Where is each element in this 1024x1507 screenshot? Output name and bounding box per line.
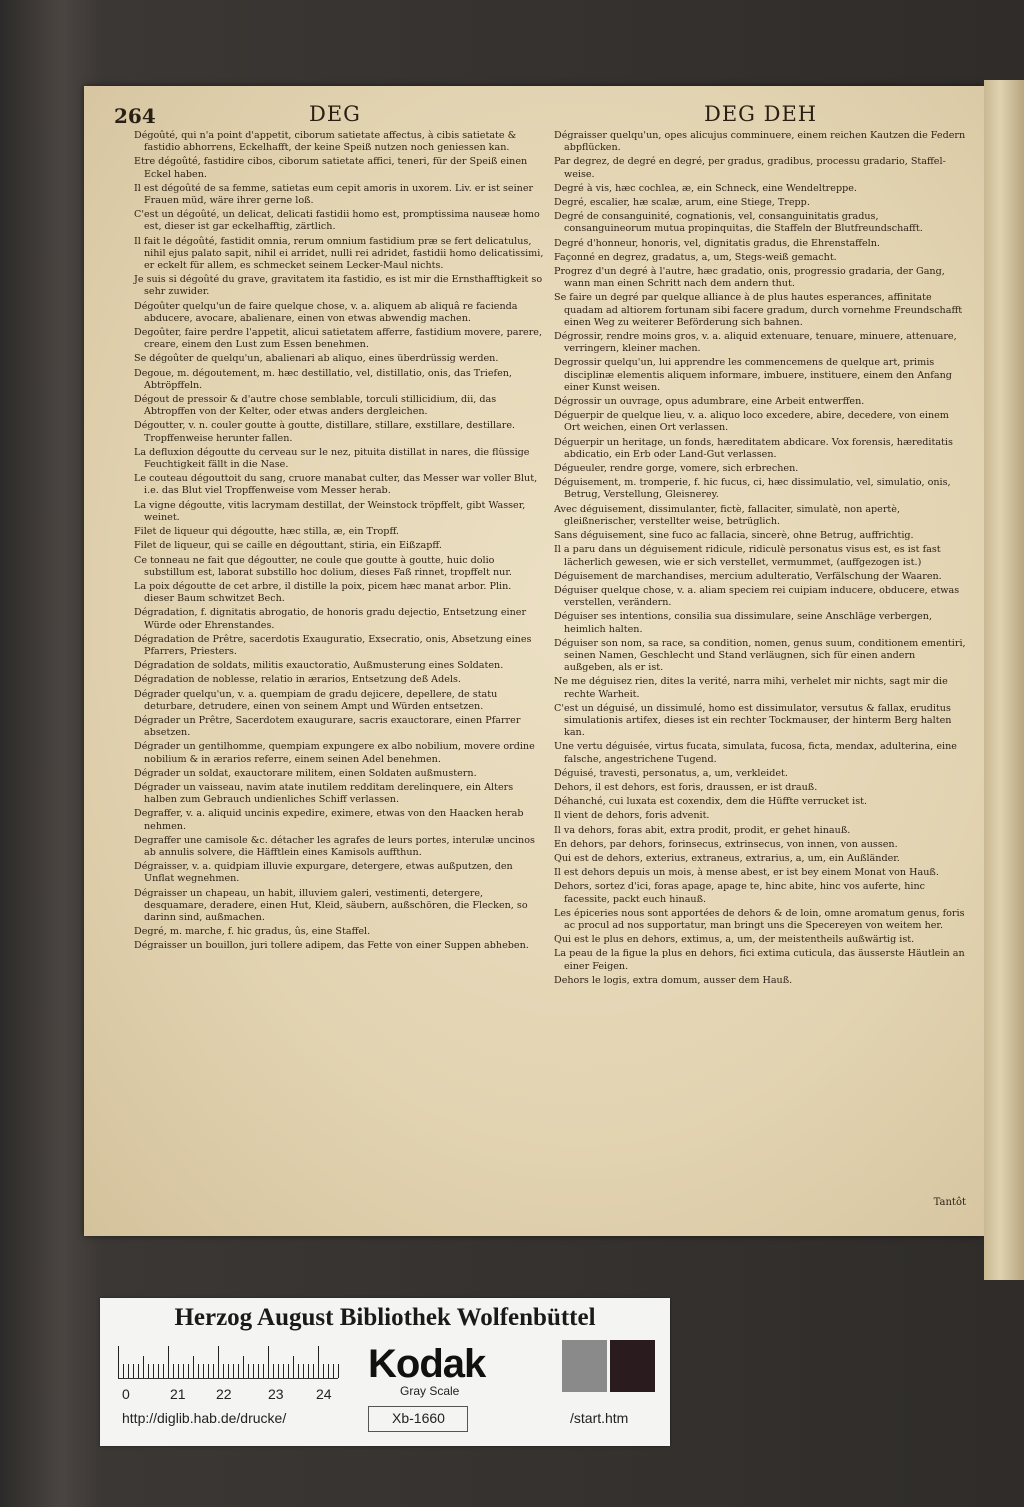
dictionary-entry: Se faire un degré par quelque alliance à de plus hautes esperances, affinitate quadam ad altiorem fortunam sibi facere gradum, durch vornehme Freundschafft einen Weg zu weiterer Beförderung sich bahnen.	[554, 292, 963, 328]
dictionary-entry: Dégrossir un ouvrage, opus adumbrare, eine Arbeit entwerffen.	[554, 396, 865, 408]
dictionary-entry: Par degrez, de degré en degré, per gradus, gradibus, processu gradario, Staffel-weise.	[554, 156, 946, 180]
ruler-tick	[143, 1356, 144, 1378]
ruler-tick	[308, 1364, 309, 1378]
dictionary-entry: Déguisement, m. tromperie, f. hic fucus, ci, hæc dissimulatio, vel, simulatio, onis, Betrug, Verstellung, Gleisnerey.	[554, 477, 951, 501]
dictionary-entry: La peau de la figue la plus en dehors, fici extima cuticula, das äusserste Häutlein an einer Feigen.	[554, 948, 965, 972]
dictionary-entry: Déguiser son nom, sa race, sa condition, nomen, genus suum, conditionem ementiri, seinen Namen, Geschlecht und Stand verläugnen, sich für einen andern außgeben, als er ist.	[554, 637, 966, 674]
dictionary-entry: Filet de liqueur qui dégoutte, hæc stilla, æ, ein Tropff.	[134, 526, 399, 538]
dictionary-entry: Filet de liqueur, qui se caille en dégouttant, stiria, ein Eißzapff.	[134, 540, 442, 552]
dictionary-entry: Déguerpir un heritage, un fonds, hæreditatem abdicare. Vox forensis, hæreditatis abdicatio, ein Erb oder Land-Gut verlassen.	[554, 436, 953, 460]
dictionary-entry: Façonné en degrez, gradatus, a, um, Stegs-weiß gemacht.	[554, 251, 837, 263]
kodak-logo: Kodak	[368, 1342, 486, 1386]
url-suffix: /start.htm	[570, 1410, 629, 1426]
ruler-label-21: 21	[170, 1386, 186, 1402]
ruler-label-22: 22	[216, 1386, 232, 1402]
ruler-tick	[138, 1364, 139, 1378]
dictionary-entry: Se dégoûter de quelqu'un, abalienari ab aliquo, eines überdrüssig werden.	[134, 353, 499, 365]
ruler-tick	[288, 1364, 289, 1378]
ruler-label-23: 23	[268, 1386, 284, 1402]
ruler-tick	[303, 1364, 304, 1378]
ruler-tick	[118, 1346, 119, 1378]
dictionary-entry: Il va dehors, foras abit, extra prodit, prodit, er gehet hinauß.	[554, 824, 851, 836]
left-column	[134, 130, 544, 955]
dark-swatch	[610, 1340, 655, 1392]
ruler-tick	[328, 1364, 329, 1378]
dictionary-entry: Dehors le logis, extra domum, ausser dem Hauß.	[554, 974, 793, 986]
dictionary-entry: Avec déguisement, dissimulanter, fictè, fallaciter, simulatè, non apertè, gleißnerischer, verstellter weise, betrüglich.	[554, 503, 901, 527]
dictionary-entry: Il vient de dehors, foris advenit.	[554, 810, 710, 822]
dictionary-entry: Dehors, il est dehors, est foris, draussen, er ist drauß.	[554, 781, 818, 793]
ruler-tick	[133, 1364, 134, 1378]
ruler-tick	[278, 1364, 279, 1378]
dictionary-entry: Dégradation, f. dignitatis abrogatio, de honoris gradu dejectio, Entsetzung einer Würde oder Ehrenstandes.	[134, 607, 527, 631]
dictionary-entry: Il fait le dégoûté, fastidit omnia, rerum omnium fastidium præ se fert delicatulus, nihil ejus palato sapit, nihil ei arridet, nulli rei adridet, fastidii homo delicatissimi, er eckelt für allem, es schmecket seinem Lecker-Maul nichts.	[134, 235, 544, 272]
dictionary-entry: En dehors, par dehors, forinsecus, extrinsecus, von innen, von aussen.	[554, 838, 898, 850]
dictionary-entry: Dégrossir, rendre moins gros, v. a. aliquid extenuare, tenuare, minuere, attenuare, verringern, kleiner machen.	[554, 331, 957, 355]
dictionary-entry: Degré d'honneur, honoris, vel, dignitatis gradus, die Ehrenstaffeln.	[554, 237, 880, 249]
dictionary-entry: Dégueuler, rendre gorge, vomere, sich erbrechen.	[554, 463, 799, 475]
dictionary-entry: Déguisement de marchandises, mercium adulteratio, Verfälschung der Waaren.	[554, 570, 942, 582]
dictionary-entry: La defluxion dégoutte du cerveau sur le nez, pituita distillat in nares, die flüssige Feuchtigkeit fällt in die Nase.	[134, 446, 530, 471]
library-name: Herzog August Bibliothek Wolfenbüttel	[174, 1304, 596, 1331]
dictionary-entry: Degrossir quelqu'un, lui apprendre les commencemens de quelque art, primis disciplinæ elementis aliquem informare, imbuere, instituere, einem den Anfang einer Kunst weisen.	[554, 357, 952, 393]
ruler-tick	[248, 1364, 249, 1378]
page-number: 264	[114, 104, 156, 128]
ruler-tick	[213, 1364, 214, 1378]
ruler-tick	[223, 1364, 224, 1378]
dictionary-entry: Dégraisser un chapeau, un habit, illuviem galeri, vestimenti, detergere, desquamare, deradere, einen Hut, Kleid, säubern, außschören, die Flecken, so darinn sind, außmachen.	[134, 887, 528, 923]
ruler-tick	[198, 1364, 199, 1378]
ruler-tick	[263, 1364, 264, 1378]
dictionary-entry: Déguerpir de quelque lieu, v. a. aliquo loco excedere, abire, decedere, von einem Ort weichen, einen Ort verlassen.	[554, 410, 949, 434]
dictionary-entry: Il est dégoûté de sa femme, satietas eum cepit amoris in uxorem. Liv. er ist seiner Frauen müd, wäre ihrer gerne loß.	[134, 182, 534, 207]
dictionary-entry: Dégrader un gentilhomme, quempiam expungere ex albo nobilium, movere ordine nobilium & in ærarios referre, einem seinen Adel benehmen.	[134, 741, 535, 765]
ruler-tick	[178, 1364, 179, 1378]
ruler-tick	[333, 1364, 334, 1378]
dictionary-entry: Degraffer une camisole &c. détacher les agrafes de leurs portes, interulæ uncinos ab annulis solvere, die Häfftlein eines Kamisols auffthun.	[134, 834, 535, 858]
ruler-tick	[163, 1364, 164, 1378]
ruler-tick	[208, 1364, 209, 1378]
ruler-tick	[283, 1364, 284, 1378]
ruler-tick	[298, 1364, 299, 1378]
dictionary-entry: Déguiser ses intentions, consilia sua dissimulare, seine Anschläge verbergen, heimlich halten.	[554, 611, 933, 635]
dictionary-entry: Le couteau dégouttoit du sang, cruore manabat culter, das Messer war voller Blut, i.e. das Blut viel Tropffenweise vom Messer herab.	[134, 473, 538, 497]
dictionary-entry: Déguiser quelque chose, v. a. aliam speciem rei cuipiam inducere, obducere, etwas verstellen, verändern.	[554, 584, 960, 609]
dictionary-entry: Progrez d'un degré à l'autre, hæc gradatio, onis, progressio gradaria, der Gang, wann man einen Schritt nach dem andern thut.	[554, 266, 945, 290]
right-column	[554, 130, 966, 989]
dictionary-entry: Ne me déguisez rien, dites la verité, narra mihi, verhelet mir nichts, sagt mir die rechte Warheit.	[554, 676, 948, 700]
ruler-label-0: 0	[122, 1386, 130, 1402]
ruler-label-24: 24	[316, 1386, 332, 1402]
dictionary-entry: Dégradation de Prêtre, sacerdotis Exauguratio, Exsecratio, onis, Absetzung eines Pfarrers, Priesters.	[134, 633, 532, 657]
source-url: http://diglib.hab.de/drucke/	[122, 1410, 287, 1426]
dictionary-entry: Dégraisser quelqu'un, opes alicujus comminuere, einem reichen Kautzen die Federn abpflücken.	[554, 130, 966, 154]
running-head-left: DEG	[309, 102, 361, 126]
library-color-card	[100, 1298, 670, 1446]
ruler-tick	[128, 1364, 129, 1378]
dictionary-entry: Degré, escalier, hæ scalæ, arum, eine Stiege, Trepp.	[554, 197, 810, 209]
dictionary-entry: Degré de consanguinité, cognationis, vel, consanguinitatis gradus, consanguineorum mutua propinquitas, die Staffeln der Blutfreundschafft.	[554, 211, 923, 235]
dictionary-entry: Degraffer, v. a. aliquid uncinis expedire, eximere, etwas von den Haacken herab nehmen.	[134, 808, 524, 832]
scale-ruler	[118, 1346, 338, 1379]
dictionary-entry: Dégradation de noblesse, relatio in ærarios, Entsetzung deß Adels.	[134, 674, 461, 686]
ruler-tick	[233, 1364, 234, 1378]
dictionary-entry: La poix dégoutte de cet arbre, il distille la poix, picem hæc manat arbor. Plin. dieser Baum schwitzet Bech.	[134, 580, 512, 605]
ruler-tick	[338, 1364, 339, 1378]
dictionary-entry: C'est un déguisé, un dissimulé, homo est dissimulator, versutus & fallax, eruditus simulationis artifex, dieses ist ein rechter Tockmauser, der hinterm Berg halten kan.	[554, 702, 952, 739]
ruler-tick	[243, 1356, 244, 1378]
ruler-tick	[203, 1364, 204, 1378]
dictionary-entry: Les épiceries nous sont apportées de dehors & de loin, omne aromatum genus, foris ac procul ad nos supportatur, man bringt uns die Specereyen von weitem her.	[554, 907, 965, 931]
book-page	[84, 86, 984, 1236]
ruler-tick	[173, 1364, 174, 1378]
dictionary-entry: Dégraisser, v. a. quidpiam illuvie expurgare, detergere, etwas außputzen, den Unflat wegnehmen.	[134, 861, 513, 885]
ruler-tick	[183, 1364, 184, 1378]
ruler-tick	[148, 1364, 149, 1378]
dictionary-entry: Qui est de dehors, exterius, extraneus, extrarius, a, um, ein Außländer.	[554, 852, 900, 864]
ruler-tick	[318, 1346, 319, 1378]
dictionary-entry: Etre dégoûté, fastidire cibos, ciborum satietate affici, teneri, für der Speiß einen Eckel haben.	[134, 156, 528, 180]
dictionary-entry: Dégraisser un bouillon, juri tollere adipem, das Fette von einer Suppen abheben.	[134, 940, 529, 952]
ruler-tick	[258, 1364, 259, 1378]
dictionary-entry: Dégrader un soldat, exauctorare militem, einen Soldaten außmustern.	[134, 767, 477, 779]
ruler-tick	[188, 1364, 189, 1378]
ruler-tick	[273, 1364, 274, 1378]
ruler-tick	[193, 1356, 194, 1378]
ruler-tick	[238, 1364, 239, 1378]
ruler-tick	[123, 1364, 124, 1378]
ruler-tick	[158, 1364, 159, 1378]
gray-swatch	[562, 1340, 607, 1392]
dictionary-entry: Degoûter, faire perdre l'appetit, alicui satietatem afferre, fastidium movere, parere, creare, einem den Lust zum Essen benehmen.	[134, 327, 543, 351]
gray-scale-label: Gray Scale	[400, 1384, 460, 1398]
dictionary-entry: La vigne dégoutte, vitis lacrymam destillat, der Weinstock tröpffelt, gibt Wasser, weinet.	[134, 499, 526, 523]
dictionary-entry: C'est un dégoûté, un delicat, delicati fastidii homo est, promptissima nauseæ homo est, dieser ist gar eckelhafftig, zärtlich.	[134, 209, 540, 233]
ruler-tick	[168, 1346, 169, 1378]
dictionary-entry: Dégradation de soldats, militis exauctoratio, Außmusterung eines Soldaten.	[134, 660, 504, 672]
dictionary-entry: Déhanché, cui luxata est coxendix, dem die Hüffte verrucket ist.	[554, 796, 868, 808]
dictionary-entry: Dégrader un Prêtre, Sacerdotem exaugurare, sacris exauctorare, einen Pfarrer absetzen.	[134, 714, 521, 739]
catchword: Tantôt	[933, 1197, 966, 1208]
ruler-tick	[218, 1346, 219, 1378]
ruler-tick	[253, 1364, 254, 1378]
ruler-tick	[153, 1364, 154, 1378]
dictionary-entry: Ce tonneau ne fait que dégoutter, ne coule que goutte à goutte, huic dolio substillum est, laborat substillo hoc dolium, dieses Faß rinnet, tropffelt nur.	[134, 554, 512, 578]
ruler-tick	[313, 1364, 314, 1378]
dictionary-entry: Dehors, sortez d'ici, foras apage, apage te, hinc abite, hinc vos auferte, hinc facessite, packt euch hinauß.	[554, 881, 925, 905]
dictionary-entry: Degoue, m. dégoutement, m. hæc destillatio, vel, distillatio, onis, das Triefen, Abtröpffeln.	[134, 367, 512, 391]
next-page-edge	[984, 80, 1024, 1280]
dictionary-entry: Dégrader quelqu'un, v. a. quempiam de gradu dejicere, depellere, de statu deturbare, detrudere, einen von seinem Ampt und Würden entsetzen.	[134, 688, 498, 712]
dictionary-entry: Dégout de pressoir & d'autre chose semblable, torculi stillicidium, dii, das Abtropffen von der Kelter, oder etwas anders dergleichen.	[134, 394, 497, 418]
dictionary-entry: Degré à vis, hæc cochlea, æ, ein Schneck, eine Wendeltreppe.	[554, 182, 857, 194]
shelfmark: Xb-1660	[392, 1410, 445, 1426]
ruler-tick	[293, 1356, 294, 1378]
running-head-right: DEG DEH	[704, 102, 818, 126]
ruler-tick	[268, 1346, 269, 1378]
dictionary-entry: Qui est le plus en dehors, extimus, a, um, der meistentheils außwärtig ist.	[554, 934, 915, 946]
dictionary-entry: Dégoûter quelqu'un de faire quelque chose, v. a. aliquem ab aliquâ re facienda abducere, avocare, abalienare, einen von etwas abwendig machen.	[134, 300, 518, 324]
dictionary-entry: Dégoutter, v. n. couler goutte à goutte, distillare, stillare, exstillare, destillare. Tropffenweise herunter fallen.	[134, 420, 516, 444]
dictionary-entry: Sans déguisement, sine fuco ac fallacia, sincerè, ohne Betrug, auffrichtig.	[554, 530, 914, 542]
dictionary-entry: Il a paru dans un déguisement ridicule, ridiculè personatus visus est, es ist fast lächerlich gewesen, wie er sich verstellet, vermummet, (auffgezogen ist.)	[554, 544, 941, 568]
ruler-tick	[228, 1364, 229, 1378]
dictionary-entry: Une vertu déguisée, virtus fucata, simulata, fucosa, ficta, mendax, adulterina, eine falsche, angestrichene Tugend.	[554, 741, 957, 765]
dictionary-entry: Déguisé, travesti, personatus, a, um, verkleidet.	[554, 767, 788, 779]
dictionary-entry: Je suis si dégoûté du grave, gravitatem ita fastidio, es ist mir die Ernsthafftigkeit so sehr zuwider.	[134, 274, 543, 298]
dictionary-entry: Il est dehors depuis un mois, à mense abest, er ist bey einem Monat von Hauß.	[554, 867, 939, 879]
dictionary-entry: Dégoûté, qui n'a point d'appetit, ciborum satietate affectus, à cibis satietate & fastidio abhorrens, Eckelhafft, der keine Speiß nutzen noch geniessen kan.	[134, 130, 517, 154]
ruler-tick	[323, 1364, 324, 1378]
dictionary-entry: Degré, m. marche, f. hic gradus, ûs, eine Staffel.	[134, 926, 371, 938]
dictionary-entry: Dégrader un vaisseau, navim atate inutilem redditam derelinquere, ein Alters halben zum Gebrauch undienliches Schiff verlassen.	[134, 781, 514, 806]
